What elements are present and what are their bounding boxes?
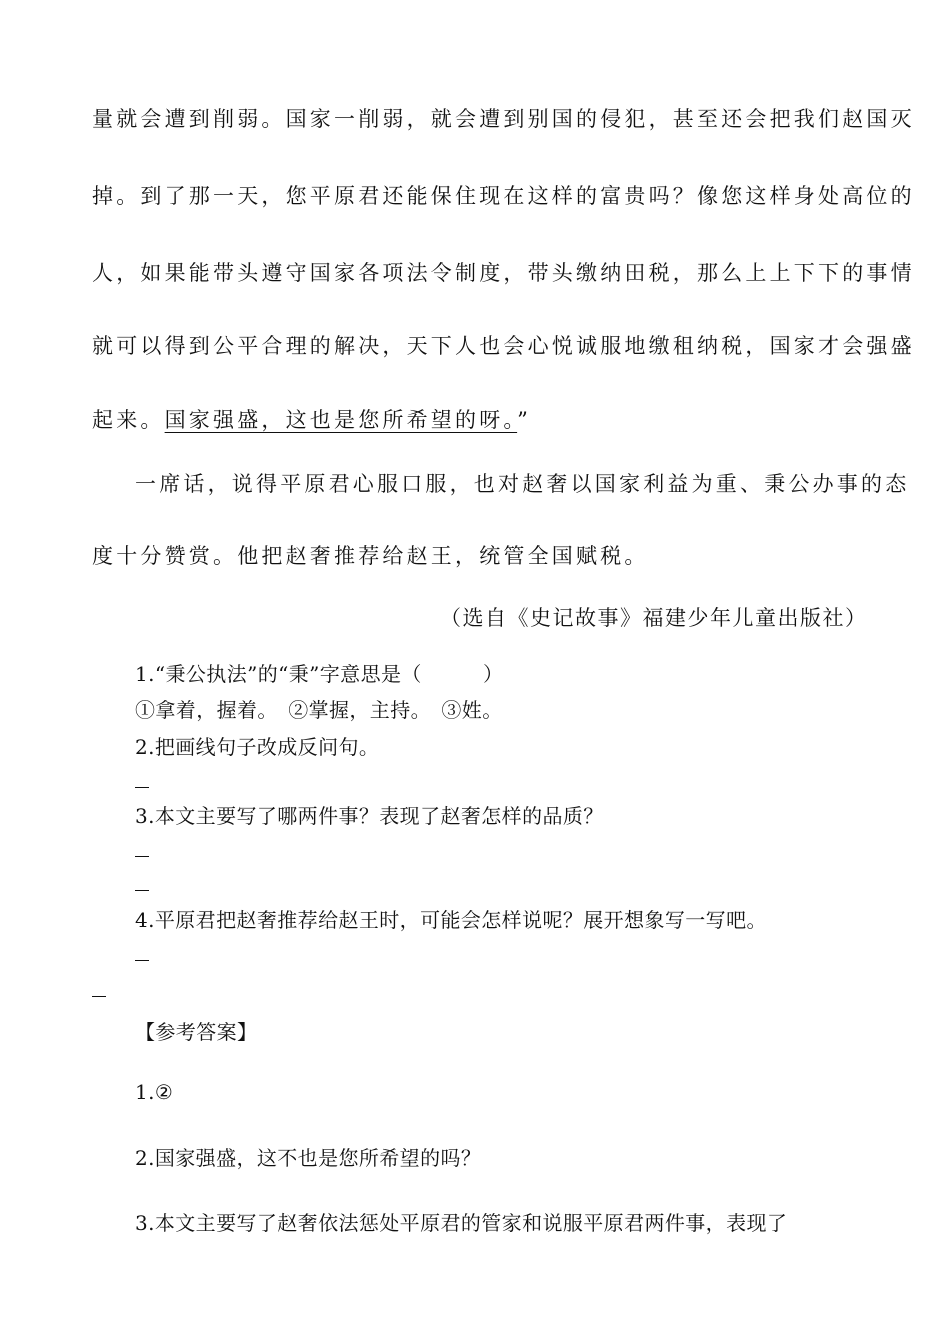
question-1-options: ①拿着，握着。 ②掌握，主持。 ③姓。 — [135, 698, 503, 722]
question-3: 3.本文主要写了哪两件事？表现了赵奢怎样的品质？ — [135, 804, 604, 828]
answer-blank-4a — [135, 960, 149, 961]
question-4: 4.平原君把赵奢推荐给赵王时，可能会怎样说呢？展开想象写一写吧。 — [135, 908, 767, 932]
answer-blank-3b — [135, 890, 149, 891]
passage-line-6: 一席话，说得平原君心服口服，也对赵奢以国家利益为重、秉公办事的态 — [135, 472, 910, 496]
answer-3: 3.本文主要写了赵奢依法惩处平原君的管家和说服平原君两件事，表现了 — [135, 1211, 788, 1235]
answer-blank-3a — [135, 856, 149, 857]
passage-line-5-suffix: ” — [517, 408, 532, 432]
question-1: 1.“秉公执法”的“秉”字意思是（ ） — [135, 662, 504, 686]
passage-line-5-prefix: 起来。 — [92, 408, 165, 432]
passage-line-7: 度十分赞赏。他把赵奢推荐给赵王，统管全国赋税。 — [92, 544, 649, 568]
source-citation: （选自《史记故事》福建少年儿童出版社） — [440, 606, 868, 630]
underlined-sentence: 国家强盛，这也是您所希望的呀。 — [164, 408, 518, 432]
passage-line-4: 就可以得到公平合理的解决，天下人也会心悦诚服地缴租纳税，国家才会强盛 — [92, 334, 915, 358]
passage-line-2: 掉。到了那一天，您平原君还能保住现在这样的富贵吗？像您这样身处高位的 — [92, 184, 915, 208]
answer-1: 1.② — [135, 1080, 174, 1104]
question-2: 2.把画线句子改成反问句。 — [135, 735, 380, 759]
answers-heading: 【参考答案】 — [135, 1020, 258, 1044]
answer-blank-2 — [135, 787, 149, 788]
passage-line-1: 量就会遭到削弱。国家一削弱，就会遭到别国的侵犯，甚至还会把我们赵国灭 — [92, 107, 915, 131]
passage-line-3: 人，如果能带头遵守国家各项法令制度，带头缴纳田税，那么上上下下的事情 — [92, 261, 915, 285]
passage-line-5 — [92, 404, 531, 434]
answer-blank-4b — [92, 996, 106, 997]
answer-2: 2.国家强盛，这不也是您所希望的吗？ — [135, 1146, 482, 1170]
